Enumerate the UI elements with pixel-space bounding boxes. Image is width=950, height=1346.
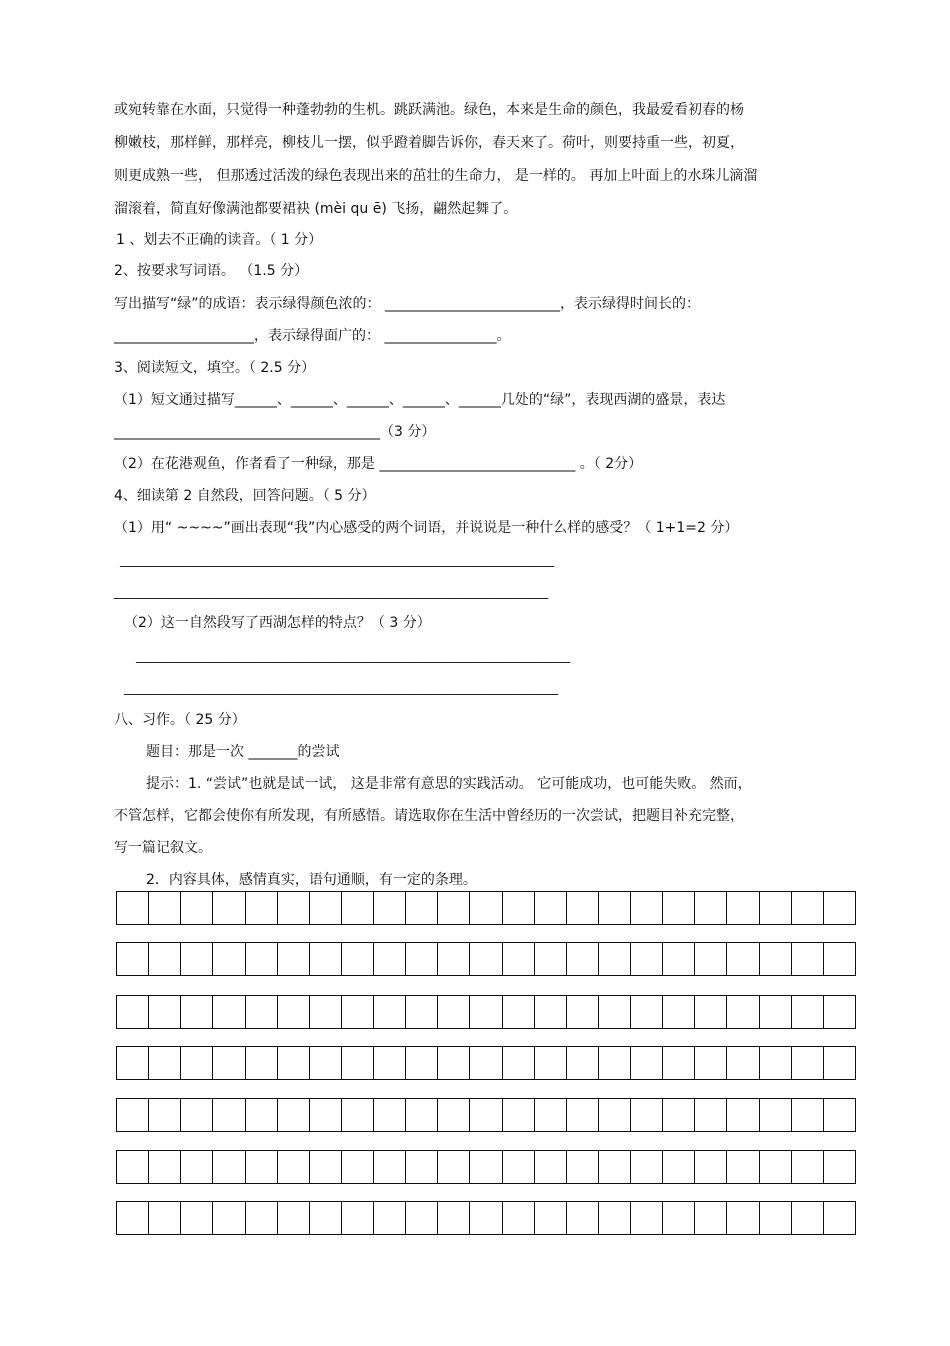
grid-cell[interactable] (824, 1202, 855, 1234)
grid-cell[interactable] (438, 1151, 470, 1183)
grid-cell[interactable] (503, 1202, 535, 1234)
passage-line-3: 则更成熟一些， 但那透过活泼的绿色表现出来的茁壮的生命力， 是一样的。 再加上叶面上的水珠儿滴溜 (114, 168, 758, 184)
grid-row (116, 1150, 856, 1184)
question-2-line-1: 写出描写“绿”的成语：表示绿得颜色浓的： _________________________，表示绿得时间长的： (114, 296, 700, 312)
grid-cell[interactable] (535, 943, 567, 975)
grid-cell[interactable] (503, 1047, 535, 1079)
grid-cell[interactable] (213, 996, 245, 1028)
grid-cell[interactable] (599, 1151, 631, 1183)
grid-cell[interactable] (567, 1047, 599, 1079)
grid-cell[interactable] (503, 1099, 535, 1131)
answer-line: ______________________________________________________________________ (124, 681, 559, 696)
grid-cell[interactable] (438, 1099, 470, 1131)
grid-cell[interactable] (535, 1099, 567, 1131)
grid-cell[interactable] (663, 1099, 695, 1131)
grid-cell[interactable] (824, 943, 855, 975)
grid-cell[interactable] (824, 1151, 855, 1183)
grid-cell[interactable] (567, 996, 599, 1028)
grid-cell[interactable] (760, 1202, 792, 1234)
grid-cell[interactable] (278, 892, 310, 924)
question-2-line-2: ____________________，表示绿得面广的： ________________。 (114, 328, 511, 344)
grid-cell[interactable] (535, 1202, 567, 1234)
question-3-title: 3、阅读短文，填空。（ 2.5 分） (114, 360, 316, 376)
grid-cell[interactable] (406, 1099, 438, 1131)
grid-cell[interactable] (278, 1151, 310, 1183)
grid-cell[interactable] (246, 1047, 278, 1079)
grid-cell[interactable] (213, 1047, 245, 1079)
grid-cell[interactable] (727, 892, 759, 924)
grid-cell[interactable] (278, 996, 310, 1028)
passage-line-4: 溜滚着，简直好像满池都要裙袂 (mèi qu ē) 飞扬，翩然起舞了。 (114, 201, 518, 217)
question-4-line-1: （1）用“ ~~~~”画出表现“我”内心感受的两个词语，并说说是一种什么样的感受？（ 1+1=2 分） (114, 520, 739, 536)
grid-cell[interactable] (599, 892, 631, 924)
grid-cell[interactable] (117, 1151, 149, 1183)
grid-cell[interactable] (438, 943, 470, 975)
grid-cell[interactable] (278, 1099, 310, 1131)
grid-cell[interactable] (246, 892, 278, 924)
question-4-title: 4、细读第 2 自然段，回答问题。（ 5 分） (114, 488, 376, 504)
grid-cell[interactable] (567, 943, 599, 975)
grid-cell[interactable] (213, 892, 245, 924)
grid-cell[interactable] (824, 892, 855, 924)
grid-cell[interactable] (117, 892, 149, 924)
grid-cell[interactable] (695, 1151, 727, 1183)
grid-cell[interactable] (663, 1202, 695, 1234)
grid-cell[interactable] (342, 1151, 374, 1183)
grid-cell[interactable] (727, 1202, 759, 1234)
grid-cell[interactable] (438, 1047, 470, 1079)
grid-cell[interactable] (406, 943, 438, 975)
grid-cell[interactable] (792, 943, 824, 975)
answer-line: ______________________________________________________________________ (120, 553, 555, 568)
grid-row (116, 1046, 856, 1080)
grid-cell[interactable] (374, 943, 406, 975)
grid-row (116, 942, 856, 976)
grid-cell[interactable] (727, 1099, 759, 1131)
grid-cell[interactable] (535, 892, 567, 924)
grid-cell[interactable] (181, 943, 213, 975)
grid-cell[interactable] (695, 1202, 727, 1234)
grid-cell[interactable] (342, 1099, 374, 1131)
grid-row (116, 995, 856, 1029)
grid-cell[interactable] (695, 943, 727, 975)
essay-hint-2: 不管怎样，它都会使你有所发现，有所感悟。请选取你在生活中曾经历的一次尝试，把题目补充完整， (114, 808, 744, 824)
grid-cell[interactable] (760, 892, 792, 924)
question-2-title: 2、按要求写词语。 （1.5 分） (114, 263, 309, 279)
grid-cell[interactable] (246, 943, 278, 975)
grid-cell[interactable] (149, 996, 181, 1028)
grid-cell[interactable] (213, 943, 245, 975)
grid-cell[interactable] (246, 1099, 278, 1131)
grid-cell[interactable] (567, 1202, 599, 1234)
grid-cell[interactable] (663, 1047, 695, 1079)
grid-cell[interactable] (438, 996, 470, 1028)
grid-cell[interactable] (663, 943, 695, 975)
grid-cell[interactable] (727, 1151, 759, 1183)
grid-cell[interactable] (535, 1047, 567, 1079)
passage-line-1: 或宛转靠在水面，只觉得一种蓬勃勃的生机。跳跃满池。绿色，本来是生命的颜色，我最爱看初春的杨 (114, 102, 744, 118)
grid-cell[interactable] (599, 943, 631, 975)
question-3-line-1: （1）短文通过描写______、______、______、______、______几处的“绿”，表现西湖的盛景，表达 (114, 392, 726, 408)
grid-cell[interactable] (117, 943, 149, 975)
grid-cell[interactable] (792, 1047, 824, 1079)
grid-cell[interactable] (278, 1202, 310, 1234)
grid-cell[interactable] (310, 1202, 342, 1234)
grid-cell[interactable] (792, 1151, 824, 1183)
grid-cell[interactable] (792, 996, 824, 1028)
grid-cell[interactable] (310, 943, 342, 975)
grid-cell[interactable] (663, 1151, 695, 1183)
grid-cell[interactable] (149, 1047, 181, 1079)
grid-cell[interactable] (438, 1202, 470, 1234)
grid-cell[interactable] (792, 1202, 824, 1234)
grid-cell[interactable] (695, 892, 727, 924)
grid-cell[interactable] (470, 892, 502, 924)
grid-cell[interactable] (342, 1202, 374, 1234)
grid-cell[interactable] (503, 892, 535, 924)
grid-cell[interactable] (631, 892, 663, 924)
section-8-title: 八、习作。（ 25 分） (114, 712, 246, 728)
grid-cell[interactable] (470, 1202, 502, 1234)
grid-row (116, 1098, 856, 1132)
grid-cell[interactable] (310, 996, 342, 1028)
grid-cell[interactable] (599, 996, 631, 1028)
grid-cell[interactable] (567, 892, 599, 924)
grid-cell[interactable] (181, 1151, 213, 1183)
question-4-line-4: （2）这一自然段写了西湖怎样的特点？（ 3 分） (124, 615, 431, 631)
grid-cell[interactable] (631, 1047, 663, 1079)
grid-cell[interactable] (310, 1047, 342, 1079)
grid-cell[interactable] (406, 996, 438, 1028)
grid-cell[interactable] (181, 1047, 213, 1079)
grid-cell[interactable] (470, 1099, 502, 1131)
grid-cell[interactable] (342, 943, 374, 975)
grid-cell[interactable] (406, 1151, 438, 1183)
grid-cell[interactable] (342, 996, 374, 1028)
grid-cell[interactable] (310, 1099, 342, 1131)
grid-cell[interactable] (470, 996, 502, 1028)
essay-topic: 题目：那是一次 _______的尝试 (146, 744, 340, 760)
question-1: 1 、划去不正确的读音。（ 1 分） (116, 232, 323, 248)
grid-cell[interactable] (406, 1047, 438, 1079)
grid-cell[interactable] (181, 996, 213, 1028)
grid-cell[interactable] (374, 1099, 406, 1131)
grid-cell[interactable] (599, 1202, 631, 1234)
grid-cell[interactable] (374, 1202, 406, 1234)
grid-cell[interactable] (535, 996, 567, 1028)
question-3-line-2: ______________________________________（3 分） (114, 424, 436, 440)
grid-cell[interactable] (470, 943, 502, 975)
grid-cell[interactable] (760, 1099, 792, 1131)
grid-cell[interactable] (792, 1099, 824, 1131)
question-3-line-3: （2）在花港观鱼，作者看了一种绿，那是 ____________________________ 。（ 2分） (114, 456, 643, 472)
grid-cell[interactable] (631, 943, 663, 975)
grid-cell[interactable] (246, 1151, 278, 1183)
grid-cell[interactable] (149, 943, 181, 975)
grid-cell[interactable] (117, 1047, 149, 1079)
grid-cell[interactable] (374, 1047, 406, 1079)
grid-cell[interactable] (117, 1202, 149, 1234)
grid-cell[interactable] (181, 1202, 213, 1234)
grid-row (116, 891, 856, 925)
grid-cell[interactable] (181, 1099, 213, 1131)
grid-cell[interactable] (406, 1202, 438, 1234)
grid-cell[interactable] (631, 1202, 663, 1234)
grid-cell[interactable] (824, 1047, 855, 1079)
grid-cell[interactable] (695, 1047, 727, 1079)
passage-line-2: 柳嫩枝，那样鲜，那样亮，柳枝儿一摆，似乎蹬着脚告诉你，春天来了。荷叶，则要持重一些，初夏， (114, 135, 744, 151)
grid-cell[interactable] (535, 1151, 567, 1183)
grid-cell[interactable] (181, 892, 213, 924)
grid-cell[interactable] (599, 1047, 631, 1079)
grid-cell[interactable] (213, 1151, 245, 1183)
grid-cell[interactable] (470, 1047, 502, 1079)
grid-cell[interactable] (149, 1151, 181, 1183)
grid-cell[interactable] (342, 892, 374, 924)
grid-cell[interactable] (792, 892, 824, 924)
grid-cell[interactable] (503, 943, 535, 975)
grid-cell[interactable] (374, 1151, 406, 1183)
grid-row (116, 1201, 856, 1235)
grid-cell[interactable] (567, 1151, 599, 1183)
grid-cell[interactable] (117, 996, 149, 1028)
grid-cell[interactable] (631, 996, 663, 1028)
grid-cell[interactable] (567, 1099, 599, 1131)
grid-cell[interactable] (246, 1202, 278, 1234)
grid-cell[interactable] (695, 996, 727, 1028)
grid-cell[interactable] (695, 1099, 727, 1131)
grid-cell[interactable] (760, 996, 792, 1028)
answer-line: ______________________________________________________________________ (114, 585, 549, 600)
grid-cell[interactable] (374, 892, 406, 924)
grid-cell[interactable] (824, 996, 855, 1028)
grid-cell[interactable] (246, 996, 278, 1028)
grid-cell[interactable] (760, 1047, 792, 1079)
grid-cell[interactable] (760, 1151, 792, 1183)
essay-hint-4: 2．内容具体，感情真实，语句通顺，有一定的条理。 (146, 872, 477, 888)
answer-line: ______________________________________________________________________ (136, 649, 571, 664)
grid-cell[interactable] (727, 996, 759, 1028)
essay-hint-3: 写一篇记叙文。 (114, 840, 212, 856)
grid-cell[interactable] (149, 1099, 181, 1131)
grid-cell[interactable] (342, 1047, 374, 1079)
grid-cell[interactable] (631, 1151, 663, 1183)
grid-cell[interactable] (310, 1151, 342, 1183)
grid-cell[interactable] (727, 1047, 759, 1079)
grid-cell[interactable] (213, 1099, 245, 1131)
grid-cell[interactable] (631, 1099, 663, 1131)
grid-cell[interactable] (117, 1099, 149, 1131)
grid-cell[interactable] (278, 943, 310, 975)
grid-cell[interactable] (824, 1099, 855, 1131)
grid-cell[interactable] (663, 892, 695, 924)
essay-hint-1: 提示：1. “尝试”也就是试一试， 这是非常有意思的实践活动。 它可能成功，也可能失败。 然而， (146, 776, 752, 792)
grid-cell[interactable] (406, 892, 438, 924)
grid-cell[interactable] (599, 1099, 631, 1131)
grid-cell[interactable] (503, 1151, 535, 1183)
grid-cell[interactable] (149, 1202, 181, 1234)
grid-cell[interactable] (213, 1202, 245, 1234)
grid-cell[interactable] (727, 943, 759, 975)
grid-cell[interactable] (503, 996, 535, 1028)
grid-cell[interactable] (438, 892, 470, 924)
grid-cell[interactable] (374, 996, 406, 1028)
grid-cell[interactable] (470, 1151, 502, 1183)
grid-cell[interactable] (663, 996, 695, 1028)
grid-cell[interactable] (760, 943, 792, 975)
grid-cell[interactable] (149, 892, 181, 924)
grid-cell[interactable] (278, 1047, 310, 1079)
grid-cell[interactable] (310, 892, 342, 924)
